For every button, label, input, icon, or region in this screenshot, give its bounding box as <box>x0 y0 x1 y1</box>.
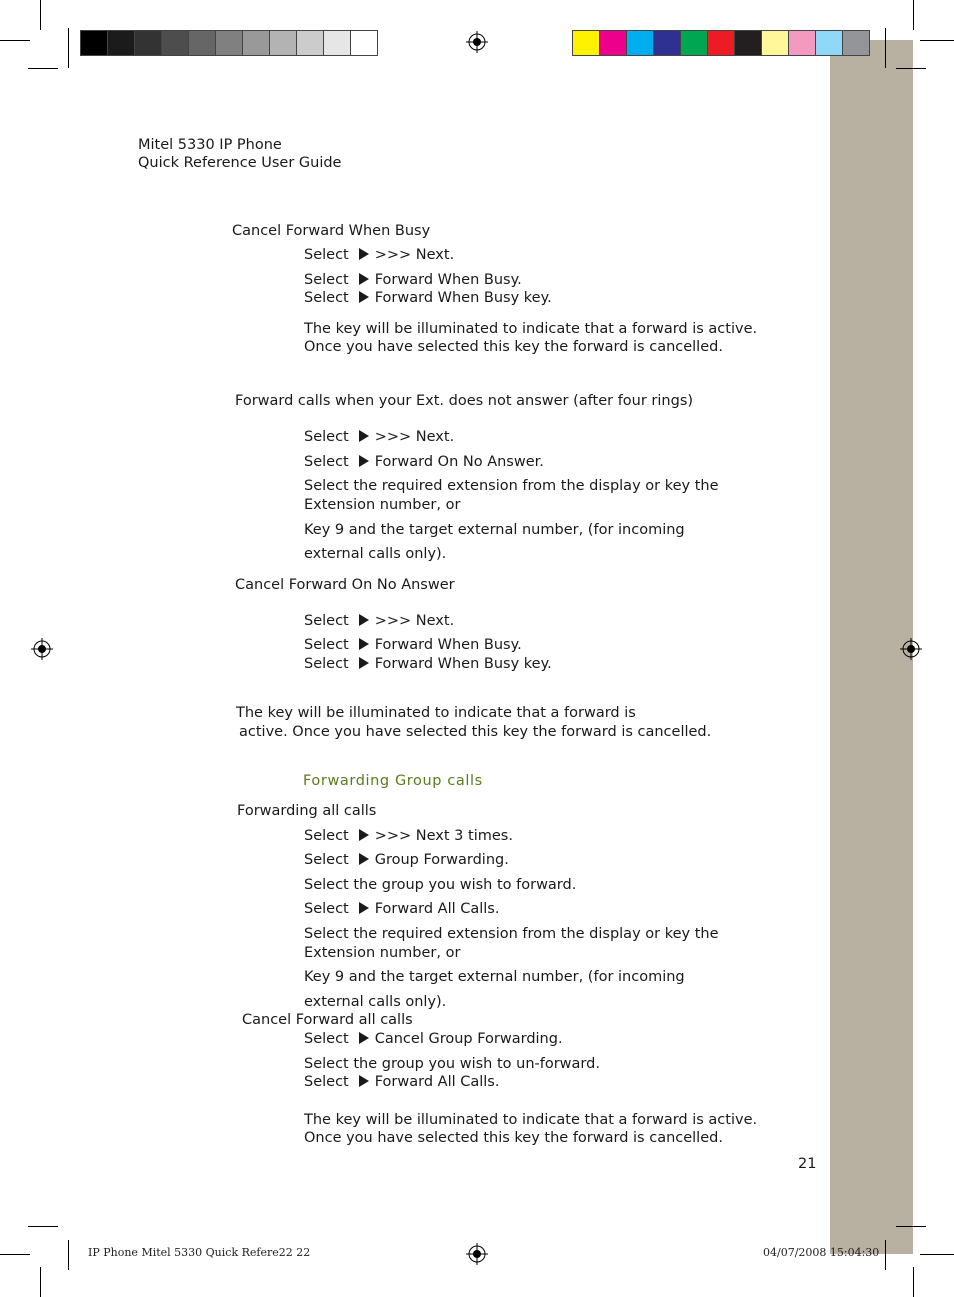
crop-mark <box>68 28 69 68</box>
calibration-swatch <box>351 31 377 55</box>
note-line: The key will be illuminated to indicate that a forward is active. <box>304 321 758 337</box>
select-word: Select <box>304 272 349 288</box>
registration-target-icon <box>31 638 53 660</box>
instruction-line: Select the required extension from the display or key the <box>304 926 719 942</box>
instruction-line: Select the required extension from the display or key the <box>304 478 719 494</box>
calibration-swatch <box>762 31 789 55</box>
footer-file-slug: IP Phone Mitel 5330 Quick Refere22 22 <box>88 1246 311 1259</box>
select-word: Select <box>304 613 349 629</box>
step-line: Select Forward When Busy. <box>304 637 522 653</box>
section-heading: Forward calls when your Ext. does not answer (after four rings) <box>235 393 694 409</box>
right-triangle-icon <box>359 1032 369 1044</box>
step-line: Select Forward All Calls. <box>304 1074 500 1090</box>
crop-mark <box>896 68 926 69</box>
right-triangle-icon <box>359 1075 369 1087</box>
calibration-swatch <box>162 31 189 55</box>
step-line: Select Forward When Busy key. <box>304 290 552 306</box>
right-triangle-icon <box>359 657 369 669</box>
select-word: Select <box>304 637 349 653</box>
step-line: Select Forward When Busy. <box>304 272 522 288</box>
note-line: The key will be illuminated to indicate that a forward is active. <box>304 1112 758 1128</box>
calibration-swatch <box>573 31 600 55</box>
crop-mark <box>0 1254 30 1255</box>
select-word: Select <box>304 1074 349 1090</box>
note-line: Once you have selected this key the forward is cancelled. <box>304 339 723 355</box>
instruction-line: external calls only). <box>304 994 447 1010</box>
right-triangle-icon <box>359 638 369 650</box>
select-word: Select <box>304 852 349 868</box>
right-triangle-icon <box>359 455 369 467</box>
right-triangle-icon <box>359 273 369 285</box>
calibration-swatch <box>708 31 735 55</box>
crop-mark <box>40 1267 41 1297</box>
crop-mark <box>885 28 886 68</box>
right-triangle-icon <box>359 853 369 865</box>
right-triangle-icon <box>359 248 369 260</box>
instruction-line: Extension number, or <box>304 945 461 961</box>
select-word: Select <box>304 1031 349 1047</box>
page-number: 21 <box>798 1156 817 1172</box>
select-word: Select <box>304 454 349 470</box>
crop-mark <box>896 1226 926 1227</box>
step-line: Select >>> Next. <box>304 429 455 445</box>
crop-mark <box>913 1267 914 1297</box>
section-heading: Cancel Forward On No Answer <box>235 577 455 593</box>
step-line: Select Forward On No Answer. <box>304 454 544 470</box>
instruction-line: Key 9 and the target external number, (for incoming <box>304 969 685 985</box>
crop-mark <box>920 1254 954 1255</box>
crop-mark <box>28 68 58 69</box>
footer-timestamp: 04/07/2008 15:04:30 <box>763 1246 880 1259</box>
step-line: Select >>> Next 3 times. <box>304 828 513 844</box>
calibration-swatch <box>600 31 627 55</box>
crop-mark <box>913 0 914 30</box>
calibration-swatch <box>81 31 108 55</box>
calibration-swatch <box>654 31 681 55</box>
step-line: Select Group Forwarding. <box>304 852 509 868</box>
section-heading: Forwarding all calls <box>237 803 377 819</box>
right-triangle-icon <box>359 430 369 442</box>
right-triangle-icon <box>359 902 369 914</box>
right-triangle-icon <box>359 291 369 303</box>
group-section-title: Forwarding Group calls <box>303 773 483 789</box>
calibration-swatch <box>324 31 351 55</box>
registration-target-icon <box>466 31 488 53</box>
calibration-swatch <box>297 31 324 55</box>
select-word: Select <box>304 247 349 263</box>
section-heading: Cancel Forward When Busy <box>232 223 431 239</box>
select-word: Select <box>304 429 349 445</box>
calibration-swatch <box>270 31 297 55</box>
color-calibration-bar <box>572 30 870 56</box>
calibration-swatch <box>843 31 869 55</box>
calibration-swatch <box>627 31 654 55</box>
select-word: Select <box>304 828 349 844</box>
crop-mark <box>0 40 30 41</box>
instruction-line: Select the group you wish to un-forward. <box>304 1056 600 1072</box>
crop-mark <box>40 0 41 30</box>
calibration-swatch <box>216 31 243 55</box>
instruction-line: Extension number, or <box>304 497 461 513</box>
registration-target-icon <box>900 638 922 660</box>
step-line: Select Forward When Busy key. <box>304 656 552 672</box>
crop-mark <box>885 1240 886 1270</box>
right-triangle-icon <box>359 829 369 841</box>
registration-target-icon <box>466 1243 488 1265</box>
note-line: Once you have selected this key the forward is cancelled. <box>304 1130 723 1146</box>
step-line: Select Forward All Calls. <box>304 901 500 917</box>
note-line: active. Once you have selected this key the forward is cancelled. <box>239 724 712 740</box>
instruction-line: Key 9 and the target external number, (for incoming <box>304 522 685 538</box>
header-guide-title: Quick Reference User Guide <box>138 155 342 171</box>
select-word: Select <box>304 290 349 306</box>
crop-mark <box>28 1226 58 1227</box>
instruction-line: external calls only). <box>304 546 447 562</box>
calibration-swatch <box>681 31 708 55</box>
calibration-swatch <box>189 31 216 55</box>
note-line: The key will be illuminated to indicate that a forward is <box>236 705 636 721</box>
right-triangle-icon <box>359 614 369 626</box>
select-word: Select <box>304 901 349 917</box>
calibration-swatch <box>789 31 816 55</box>
step-line: Select Cancel Group Forwarding. <box>304 1031 563 1047</box>
section-heading: Cancel Forward all calls <box>242 1012 413 1028</box>
crop-mark <box>920 40 954 41</box>
crop-mark <box>68 1240 69 1270</box>
header-product: Mitel 5330 IP Phone <box>138 137 282 153</box>
step-line: Select >>> Next. <box>304 613 455 629</box>
calibration-swatch <box>816 31 843 55</box>
calibration-swatch <box>243 31 270 55</box>
instruction-line: Select the group you wish to forward. <box>304 877 577 893</box>
select-word: Select <box>304 656 349 672</box>
step-line: Select >>> Next. <box>304 247 455 263</box>
calibration-swatch <box>108 31 135 55</box>
calibration-swatch <box>735 31 762 55</box>
calibration-swatch <box>135 31 162 55</box>
grey-calibration-bar <box>80 30 378 56</box>
